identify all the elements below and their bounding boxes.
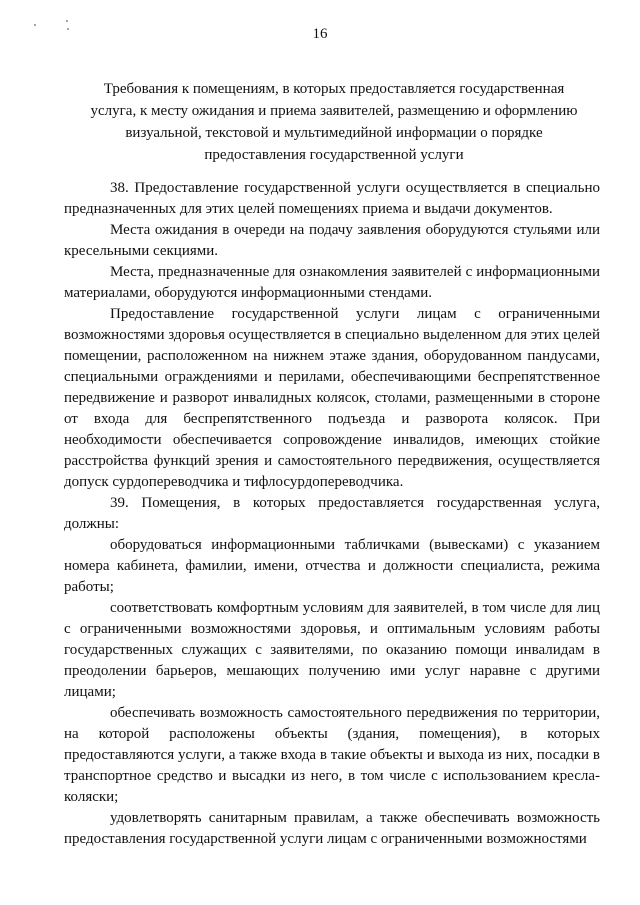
paragraph: соответствовать комфортным условиям для заявителей, в том числе для лиц с ограниченными возможностями здоровья, и оптимальным условиям работы государственных служащих с заявителями, по оказанию помощи инвалидам в преодолении барьеров, мешающих получению ими услуг наравне с другими лицами; [64,600,600,700]
document-body [64,178,600,850]
section-heading: Требования к помещениям, в которых предоставляется государственная услуга, к месту ожидания и приема заявителей, размещению и оформлению визуальной, текстовой и мультимедийной информации о порядке предоставления государственной услуги [90,81,578,163]
paragraph: 39. Помещения, в которых предоставляется государственная услуга, должны: [64,495,600,532]
paragraph: оборудоваться информационными табличками (вывесками) с указанием номера кабинета, фамилии, имени, отчества и должности специалиста, режима работы; [64,537,600,595]
paragraph: обеспечивать возможность самостоятельного передвижения по территории, на которой расположены объекты (здания, помещения), в которых предоставляются услуги, а также входа в такие объекты и выхода из них, посадки в транспортное средство и высадки из него, в том числе с использованием кресла-коляски; [64,705,600,805]
scan-speck [66,20,68,22]
paragraph: Места, предназначенные для ознакомления заявителей с информационными материалами, оборудуются информационными стендами. [64,264,600,301]
page-number: 16 [312,26,328,42]
paragraph: удовлетворять санитарным правилам, а также обеспечивать возможность предоставления государственной услуги лицам с ограниченными возможностями [64,810,600,847]
paragraph: 38. Предоставление государственной услуги осуществляется в специально предназначенных для этих целей помещениях приема и выдачи документов. [64,180,600,217]
paragraph: Места ожидания в очереди на подачу заявления оборудуются стульями или кресельными секциями. [64,222,600,259]
paragraph: Предоставление государственной услуги лицам с ограниченными возможностями здоровья осуществляется в специально выделенном для этих целей помещении, расположенном на нижнем этаже здания, оборудованном пандусами, специальными ограждениями и перилами, обеспечивающими беспрепятственное передвижение и разворот инвалидных колясок, столами, размещенными в стороне от входа для беспрепятственного подъезда и разворота колясок. При необходимости обеспечивается сопровождение инвалидов, имеющих стойкие расстройства функций зрения и самостоятельного передвижения, осуществляется допуск сурдопереводчика и тифлосурдопереводчика. [64,306,600,490]
